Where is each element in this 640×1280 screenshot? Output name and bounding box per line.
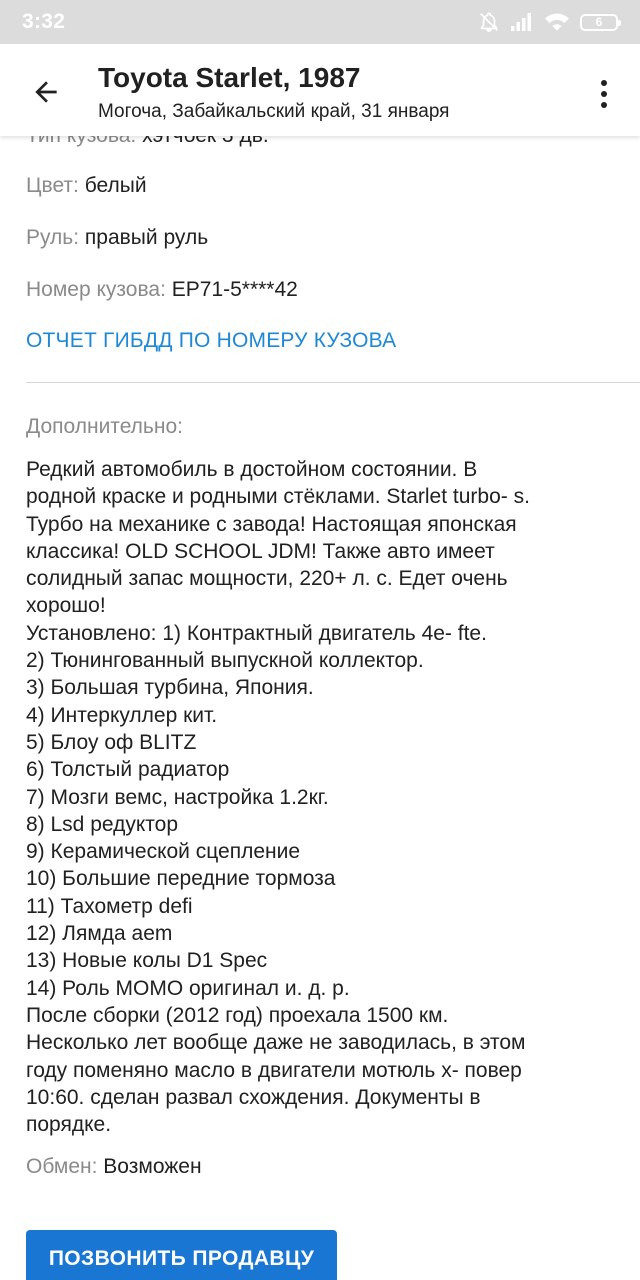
page-subtitle: Могоча, Забайкальский край, 31 января (98, 101, 450, 122)
status-time: 3:32 (22, 10, 66, 33)
description-line: 5) Блоу оф BLITZ (26, 730, 197, 754)
more-vert-icon-dot (601, 102, 607, 108)
description-line: классика! OLD SCHOOL JDM! Также авто имеет (26, 539, 495, 563)
exchange-label: Обмен: (26, 1155, 98, 1178)
spec-value: EP71-5****42 (171, 278, 298, 301)
call-seller-button[interactable]: ПОЗВОНИТЬ ПРОДАВЦУ (26, 1230, 337, 1280)
arrow-left-icon (30, 76, 62, 108)
spec-label: Номер кузова: (26, 278, 166, 301)
page-title: Toyota Starlet, 1987 (98, 62, 361, 93)
spec-color (26, 172, 147, 200)
description-line: Турбо на механике с завода! Настоящая японская (26, 512, 517, 536)
spec-label: Цвет: (26, 174, 79, 197)
spec-value: белый (84, 174, 147, 197)
more-vert-icon-dot (601, 91, 607, 97)
title-block (98, 62, 449, 125)
section-divider (26, 382, 640, 383)
status-icons (478, 11, 618, 33)
signal-icon (510, 12, 534, 32)
description-line: Установлено: 1) Контрактный двигатель 4e- fte. (26, 621, 487, 645)
battery-level: 6 (595, 15, 603, 29)
description-line: 10) Большие передние тормоза (26, 867, 336, 891)
description-line: 9) Керамической сцепление (26, 840, 301, 864)
description-line: 3) Большая турбина, Япония. (26, 676, 314, 700)
exchange-row (26, 1153, 202, 1181)
description-line: 10:60. сделан развал схождения. Документы в (26, 1085, 481, 1109)
description-line: году поменяно масло в двигатели мотюль х- повер (26, 1058, 522, 1082)
description-line: 11) Тахометр defi (26, 894, 193, 918)
description-text (26, 456, 626, 1138)
exchange-value: Возможен (103, 1155, 202, 1178)
spec-body-number (26, 276, 298, 304)
battery-icon (580, 14, 618, 31)
spec-steering (26, 224, 208, 252)
description-line: родной краске и родными стёклами. Starlet turbo- s. (26, 485, 530, 509)
description-line: Несколько лет вообще даже не заводилась, в этом (26, 1031, 526, 1055)
spec-label: Руль: (26, 226, 80, 249)
description-line: порядке. (26, 1113, 112, 1137)
description-line: 12) Лямда aem (26, 922, 173, 946)
more-options-button[interactable] (586, 72, 622, 116)
description-line: солидный запас мощности, 220+ л. с. Едет очень (26, 567, 508, 591)
gibdd-report-link[interactable]: ОТЧЕТ ГИБДД ПО НОМЕРУ КУЗОВА (26, 329, 397, 352)
description-line: 8) Lsd редуктор (26, 812, 179, 836)
wifi-icon (544, 12, 570, 32)
back-button[interactable] (22, 68, 70, 116)
description-line: После сборки (2012 год) проехала 1500 км. (26, 1003, 449, 1027)
description-line: 14) Роль MOMO оригинал и. д. р. (26, 976, 350, 1000)
description-line: 4) Интеркуллер кит. (26, 703, 218, 727)
more-vert-icon (601, 80, 607, 86)
description-line: 13) Новые колы D1 Spec (26, 949, 268, 973)
description-line: хорошо! (26, 594, 106, 618)
app-bar (0, 44, 640, 136)
description-line: Редкий автомобиль в достойном состоянии. В (26, 458, 478, 481)
description-line: 2) Тюнингованный выпускной коллектор. (26, 649, 424, 673)
spec-value: правый руль (84, 226, 209, 249)
status-bar (0, 0, 640, 44)
description-line: 6) Толстый радиатор (26, 758, 230, 782)
description-line: 7) Мозги вемс, настройка 1.2кг. (26, 785, 329, 809)
bell-off-icon (478, 11, 500, 33)
additional-label: Дополнительно: (26, 415, 183, 438)
